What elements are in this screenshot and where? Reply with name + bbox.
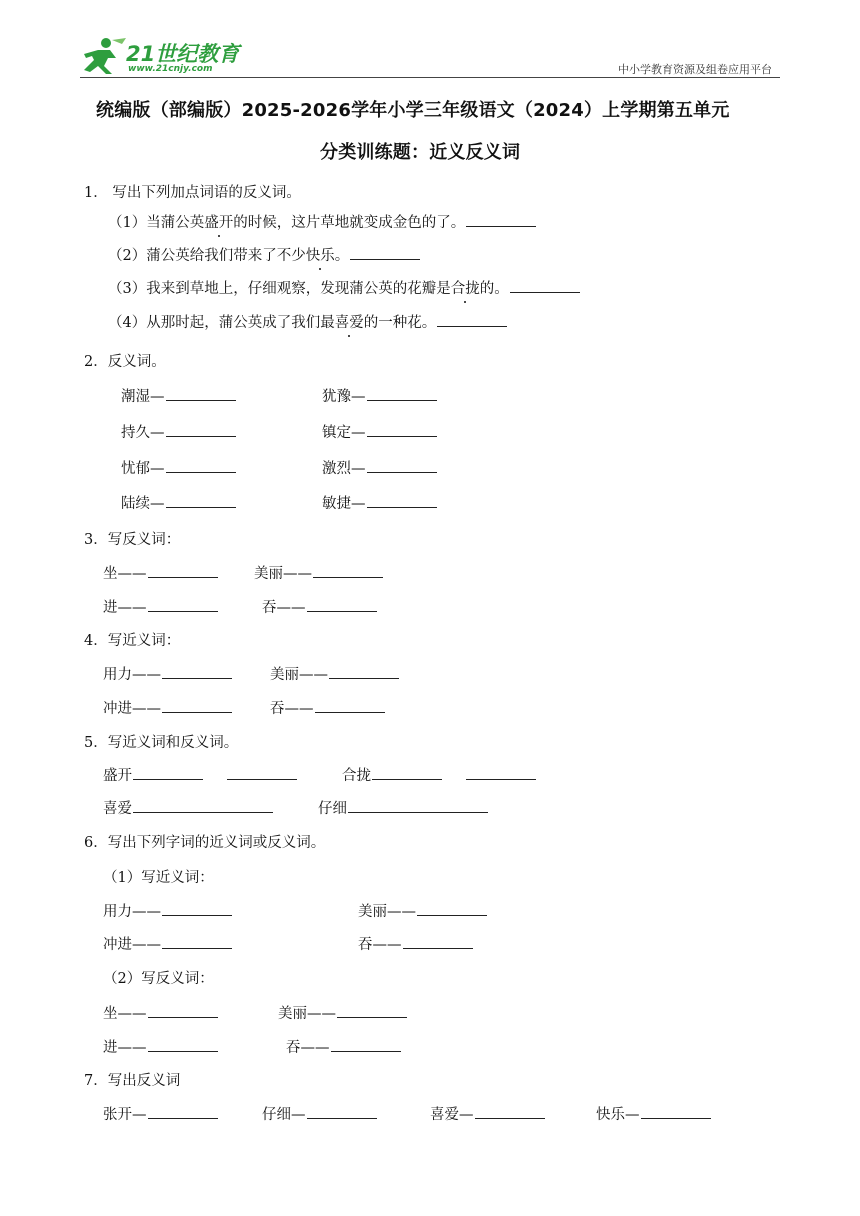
q1-item-text: （1）当蒲公英 (108, 215, 205, 231)
answer-blank[interactable] (148, 1037, 218, 1052)
q1-stem: 1． 写出下列加点词语的反义词。 (84, 185, 301, 201)
logo-main-text: 21世纪教育 (126, 42, 240, 66)
q6-stem: 6．写出下列字词的近义词或反义词。 (84, 835, 326, 851)
header-platform-text: 中小学教育资源及组卷应用平台 (618, 63, 772, 76)
q4-row1-b: 美丽—— (270, 663, 399, 684)
answer-blank[interactable] (331, 1037, 401, 1052)
q3-row2-b: 吞—— (262, 596, 377, 617)
q4-row2-a: 冲进—— (103, 697, 232, 718)
answer-blank[interactable] (367, 458, 437, 473)
q7-word-4: 快乐— (596, 1103, 711, 1124)
page-title-line2: 分类训练题：近义反义词 (320, 142, 521, 163)
q6-sub2-row2-a: 进—— (103, 1036, 218, 1057)
answer-blank[interactable] (166, 386, 236, 401)
answer-blank[interactable] (227, 765, 297, 780)
answer-blank[interactable] (166, 422, 236, 437)
dotted-word: 盛开 (204, 211, 233, 232)
q1-item-3 (108, 277, 580, 298)
answer-blank[interactable] (466, 212, 536, 227)
answer-blank[interactable] (307, 1104, 377, 1119)
answer-blank[interactable] (148, 597, 218, 612)
q6-sub1-row2-a: 冲进—— (103, 933, 232, 954)
q3-row1-b: 美丽—— (254, 562, 383, 583)
answer-blank[interactable] (367, 422, 437, 437)
q5-row2-b: 仔细 (318, 797, 488, 818)
dotted-word: 合拢 (451, 277, 480, 298)
answer-blank[interactable] (133, 798, 273, 813)
answer-blank[interactable] (166, 458, 236, 473)
q2-right-2: 镇定— (322, 421, 437, 442)
answer-blank[interactable] (148, 563, 218, 578)
q2-left-3: 忧郁— (121, 457, 236, 478)
q2-right-1: 犹豫— (322, 385, 437, 406)
q6-sub1: （1）写近义词： (103, 870, 214, 886)
answer-blank[interactable] (166, 493, 236, 508)
answer-blank[interactable] (148, 1003, 218, 1018)
answer-blank[interactable] (367, 493, 437, 508)
q3-row1-a: 坐—— (103, 562, 218, 583)
answer-blank[interactable] (315, 698, 385, 713)
header-divider (80, 77, 780, 78)
answer-blank[interactable] (337, 1003, 407, 1018)
answer-blank[interactable] (148, 1104, 218, 1119)
q1-item-4 (108, 311, 507, 332)
answer-blank[interactable] (162, 698, 232, 713)
dotted-word: 快乐 (306, 244, 335, 265)
q6-sub1-row1-a: 用力—— (103, 900, 232, 921)
q3-stem: 3．写反义词： (84, 532, 181, 548)
q6-sub2-row2-b: 吞—— (286, 1036, 401, 1057)
q1-item-text: 的时候，这片草地就变成金色的了。 (233, 215, 466, 231)
q1-item-text: （3）我来到草地上，仔细观察，发现蒲公英的花瓣是 (108, 281, 451, 297)
q1-item-text: 的。 (479, 281, 509, 297)
q2-stem: 2．反义词。 (84, 354, 166, 370)
answer-blank[interactable] (348, 798, 488, 813)
q2-right-3: 激烈— (322, 457, 437, 478)
q1-item-1 (108, 211, 536, 232)
dotted-word: 喜爱 (335, 311, 364, 332)
answer-blank[interactable] (475, 1104, 545, 1119)
q1-item-2 (108, 244, 420, 265)
q5-row1-b: 合拢 (342, 764, 536, 785)
q7-word-1: 张开— (103, 1103, 218, 1124)
q6-sub2: （2）写反义词： (103, 971, 214, 987)
answer-blank[interactable] (403, 934, 473, 949)
answer-blank[interactable] (641, 1104, 711, 1119)
q5-row2-a: 喜爱 (103, 797, 273, 818)
answer-blank[interactable] (133, 765, 203, 780)
q4-row1-a: 用力—— (103, 663, 232, 684)
answer-blank[interactable] (417, 901, 487, 916)
q5-stem: 5．写近义词和反义词。 (84, 735, 239, 751)
answer-blank[interactable] (367, 386, 437, 401)
answer-blank[interactable] (162, 664, 232, 679)
q3-row2-a: 进—— (103, 596, 218, 617)
q1-item-text: 的一种花。 (363, 315, 437, 331)
q7-stem: 7．写出反义词 (84, 1073, 181, 1089)
page-title-line1: 统编版（部编版）2025-2026学年小学三年级语文（2024）上学期第五单元 (96, 100, 730, 121)
answer-blank[interactable] (437, 312, 507, 327)
q2-left-2: 持久— (121, 421, 236, 442)
q6-sub1-row2-b: 吞—— (358, 933, 473, 954)
q6-sub1-row1-b: 美丽—— (358, 900, 487, 921)
q6-sub2-row1-b: 美丽—— (278, 1002, 407, 1023)
q7-word-3: 喜爱— (430, 1103, 545, 1124)
answer-blank[interactable] (510, 278, 580, 293)
answer-blank[interactable] (466, 765, 536, 780)
answer-blank[interactable] (307, 597, 377, 612)
answer-blank[interactable] (313, 563, 383, 578)
q2-left-1: 潮湿— (121, 385, 236, 406)
answer-blank[interactable] (162, 901, 232, 916)
logo-sub-text: www.21cnjy.com (128, 64, 213, 74)
q5-row1-a: 盛开 (103, 764, 297, 785)
answer-blank[interactable] (329, 664, 399, 679)
q1-item-text: （4）从那时起，蒲公英成了我们最 (108, 315, 335, 331)
q1-item-text: （2）蒲公英给我们带来了不少 (108, 248, 306, 264)
q2-left-4: 陆续— (121, 492, 236, 513)
answer-blank[interactable] (372, 765, 442, 780)
q4-row2-b: 吞—— (270, 697, 385, 718)
answer-blank[interactable] (350, 245, 420, 260)
answer-blank[interactable] (162, 934, 232, 949)
q4-stem: 4．写近义词： (84, 633, 181, 649)
q6-sub2-row1-a: 坐—— (103, 1002, 218, 1023)
q7-word-2: 仔细— (262, 1103, 377, 1124)
runner-logo-icon (78, 36, 128, 76)
q2-right-4: 敏捷— (322, 492, 437, 513)
q1-item-text: 。 (334, 248, 350, 264)
